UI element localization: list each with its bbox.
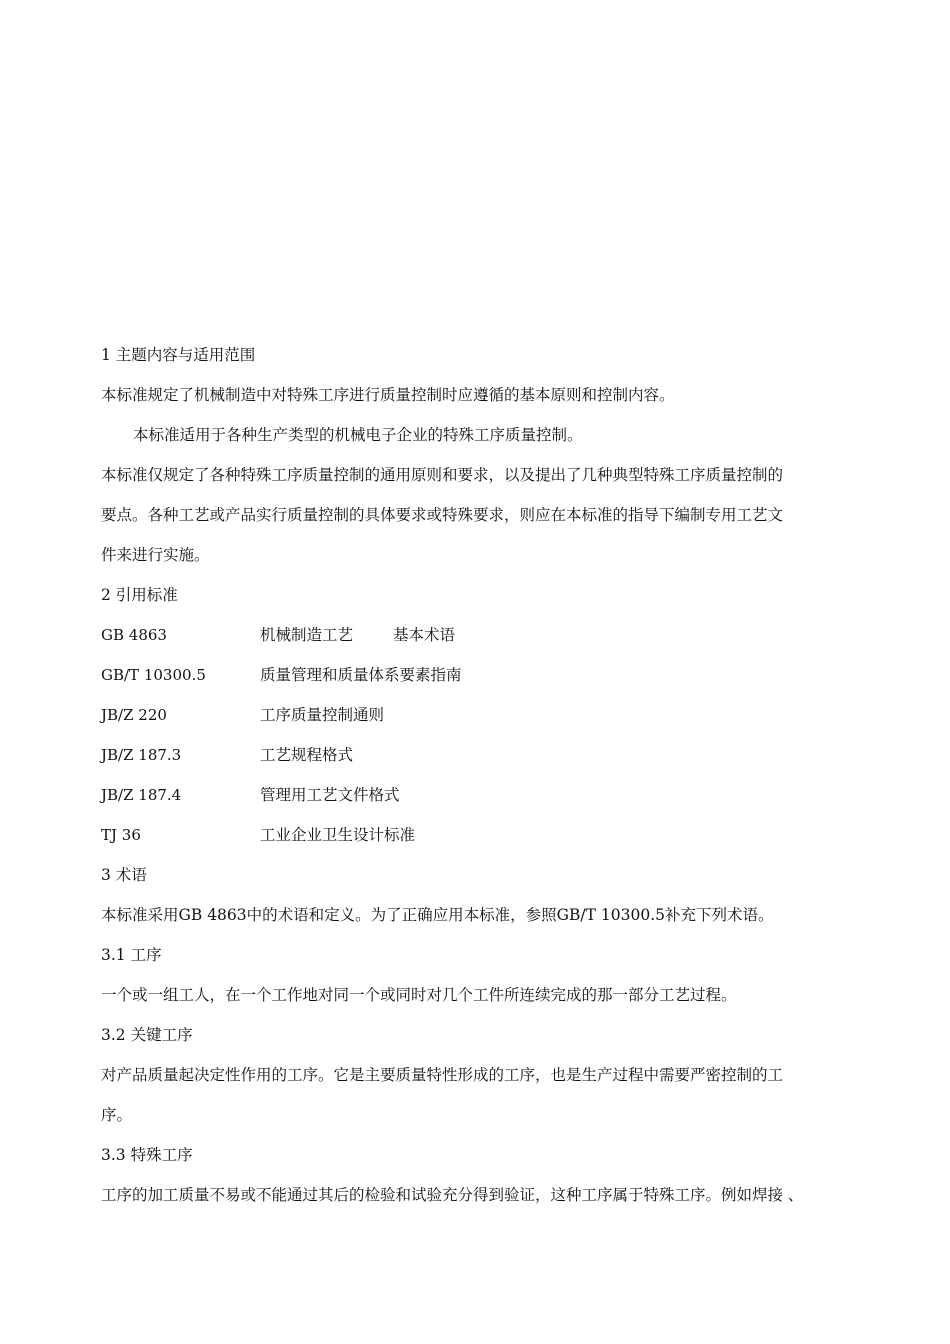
term-3-heading: 3.3 特殊工序 — [101, 1146, 193, 1164]
section-1-paragraph-3-line-1: 本标准仅规定了各种特殊工序质量控制的通用原则和要求，以及提出了几种典型特殊工序质量控制的 — [101, 466, 784, 484]
term-3-definition-line-1: 工序的加工质量不易或不能通过其后的检验和试验充分得到验证，这种工序属于特殊工序。例如焊接 、 — [101, 1186, 804, 1204]
term-1-heading: 3.1 工序 — [101, 946, 162, 964]
section-3-heading: 3 术语 — [101, 866, 147, 884]
section-2-heading: 2 引用标准 — [101, 586, 178, 604]
reference-title-extra: 基本术语 — [393, 626, 456, 644]
reference-title: 质量管理和质量体系要素指南 — [260, 666, 462, 684]
term-2-definition-line-1: 对产品质量起决定性作用的工序。它是主要质量特性形成的工序，也是生产过程中需要严密控制的工 — [101, 1066, 784, 1084]
reference-title: 工序质量控制通则 — [260, 706, 385, 724]
section-1-paragraph-1: 本标准规定了机械制造中对特殊工序进行质量控制时应遵循的基本原则和控制内容。 — [101, 386, 675, 404]
term-1-definition: 一个或一组工人，在一个工作地对同一个或同时对几个工件所连续完成的那一部分工艺过程。 — [101, 986, 737, 1004]
section-1-paragraph-3-line-2: 要点。各种工艺或产品实行质量控制的具体要求或特殊要求，则应在本标准的指导下编制专用工艺文 — [101, 506, 784, 524]
reference-code: GB/T 10300.5 — [101, 666, 206, 684]
reference-code: TJ 36 — [101, 826, 141, 844]
reference-code: JB/Z 187.4 — [101, 786, 182, 804]
reference-code: GB 4863 — [101, 626, 167, 644]
section-1-paragraph-3-line-3: 件来进行实施。 — [101, 546, 210, 564]
reference-code: JB/Z 187.3 — [101, 746, 182, 764]
reference-title: 机械制造工艺 — [260, 626, 354, 644]
reference-title: 工艺规程格式 — [260, 746, 354, 764]
term-2-definition-line-2: 序。 — [101, 1106, 133, 1124]
term-2-heading: 3.2 关键工序 — [101, 1026, 193, 1044]
reference-code: JB/Z 220 — [101, 706, 167, 724]
section-1-paragraph-2: 本标准适用于各种生产类型的机械电子企业的特殊工序质量控制。 — [133, 426, 583, 444]
section-3-intro: 本标准采用GB 4863中的术语和定义。为了正确应用本标准，参照GB/T 10300.5补充下列术语。 — [101, 906, 774, 924]
reference-title: 工业企业卫生设计标准 — [260, 826, 416, 844]
reference-title: 管理用工艺文件格式 — [260, 786, 400, 804]
section-1-heading: 1 主题内容与适用范围 — [101, 346, 256, 364]
